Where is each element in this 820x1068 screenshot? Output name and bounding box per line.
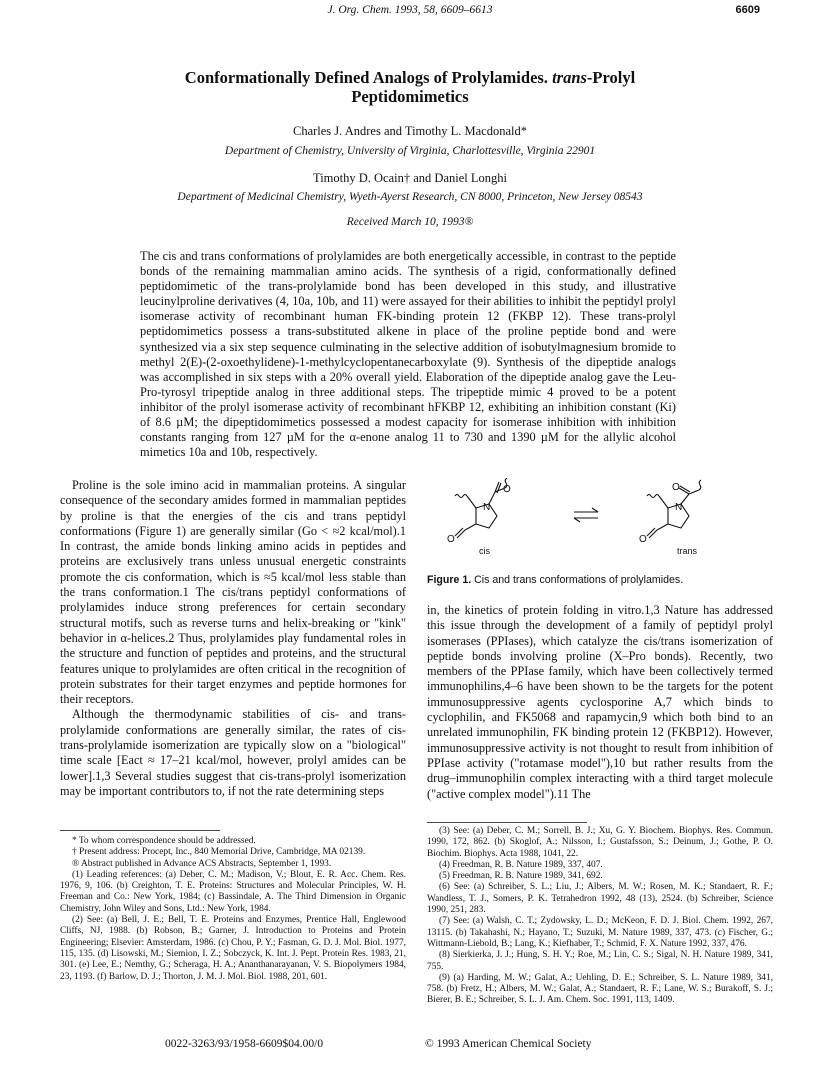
title-part-3: -Prolyl [586, 68, 636, 87]
author-group-1: Charles J. Andres and Timothy L. Macdonald* [292, 124, 527, 138]
atom-label: N [483, 502, 491, 513]
footnote: * To whom correspondence should be addressed. [72, 836, 256, 846]
abstract [140, 249, 676, 460]
atom-label: O [672, 482, 680, 493]
footnotes-left [60, 836, 406, 983]
article-code: 0022-3263/93/1958-6609$04.00/0 [165, 1038, 324, 1050]
title-part-1: Conformationally Defined Analogs of Prolylamides. [184, 68, 548, 87]
references-right [427, 826, 773, 1007]
page-number: 6609 [735, 4, 760, 16]
atom-label: O [447, 534, 455, 545]
trans-label: trans [677, 546, 698, 556]
atom-label: O [503, 484, 511, 495]
body-paragraph: Although the thermodynamic stabilities of cis- and trans-prolylamide conformations are generally similar, the rates of cis-trans-prolylamide isomerization are typically slow on a "biological" time scale [Eact ≈ 17–21 kcal/mol, however, prolyl amides can be lower].1,3 Several studies suggest that cis-trans-prolyl isomerization may be important contributors to, if not the rate determining steps [60, 707, 406, 798]
body-paragraph: Proline is the sole imino acid in mammalian proteins. A singular consequence of the secondary amides formed in mammalian peptides by proline is that the energies of the cis and trans peptidyl conformations (Figure 1) are generally similar (Go < ≈2 kcal/mol).1 In contrast, the amide bonds linking amino acids in peptides and proteins are exclusively trans unless unusual energetic constraints promote the cis conformation, which is ≈5 kcal/mol less stable than the trans conformation.1 The cis/trans peptidyl conformations of prolylamides induce strong preferences for certain secondary structural motifs, such as reverse turns and helix-breaking or "kink" behavior in α-helices.2 Thus, prolylamides play fundamental roles in the structure and function of peptides and proteins, and the structural features unique to prolylamides are often critical in the recognition of protein substrates for their target enzymes and peptide hormones for their receptors. [60, 478, 406, 707]
body-column-left [60, 478, 406, 799]
abstract-text: The cis and trans conformations of prolylamides are both energetically accessible, in contrast to the peptide bonds of the remaining mammalian amino acids. The synthesis of a rigid, conformationally defined peptidomimetic of the trans-prolylamide bond has been developed in this study, and illustrative leucinylproline derivatives (4, 10a, 10b, and 11) were assayed for their abilities to inhibit the peptidyl prolyl isomerase activity of recombinant human FK-binding protein 12 (FKBP 12). These trans-prolyl peptidomimetics possess a trans-substituted alkene in place of the proline peptide bond and were synthesized via a six step sequence culminating in the selective addition of isobutylmagnesium bromide to methyl 2(E)-(2-oxoethylidene)-1-methylcyclopentanecarboxylate (9). Synthesis of the dipeptide analogs was accomplished in six steps with a 20% overall yield. Elaboration of the dipeptide analog gave the Leu-Pro-tyrosyl tripeptide analog in three additional steps. The tripeptide mimic 4 proved to be a potent inhibitor of the prolyl isomerase activity of recombinant hFKBP 12, exhibiting an inhibition constant (Ki) of 8.6 µM; the dipeptidomimetics possessed a modest capacity for isomerase inhibition with inhibition constants ranging from 127 µM for the α-enone analog 11 to 730 and 1390 µM for the allylic alcohol mimetics 10a and 10b, respectively. [140, 249, 676, 460]
title-line-2: Peptidomimetics [351, 87, 469, 106]
figure-1 [427, 478, 773, 570]
author-group-2: Timothy D. Ocain† and Daniel Longhi [313, 171, 507, 185]
affiliation-1: Department of Chemistry, University of Virginia, Charlottesville, Virginia 22901 [224, 145, 596, 157]
title-part-2: trans [552, 68, 587, 87]
caption-text: Cis and trans conformations of prolylamides. [474, 574, 684, 586]
running-header [60, 4, 760, 20]
cis-wavy-bond [455, 495, 467, 498]
atom-label: O [639, 534, 647, 545]
reference: (6) See: (a) Schreiber, S. L.; Liu, J.; Albers, M. W.; Rosen, M. K.; Standaert, R. F.; Wandless, T. J., Somers, P. K. Tetrahedron 1992, 48 (13), 2524. (b) Schreiber, Science 1990, 251, 283. [427, 882, 773, 916]
reference: (5) Freedman, R. B. Nature 1989, 341, 692. [439, 871, 603, 882]
footnote-divider [60, 830, 220, 831]
reference: (7) See: (a) Walsh, C. T.; Zydowsky, L. D.; McKeon, F. D. J. Biol. Chem. 1992, 267, 13115. (b) Takahashi, N.; Hayano, T.; Suzuki, M. Nature 1989, 337, 473. (c) Fischer, G.; Wittmann-Liebold, B.; Lang, K.; Kiefhaber, T.; Schmid, F. X. Nature 1992, 337, 476. [427, 916, 773, 949]
body-column-right [427, 603, 773, 802]
cis-label: cis [479, 546, 490, 556]
footnote-divider [427, 822, 587, 823]
reference: (4) Freedman, R. B. Nature 1989, 337, 407. [439, 859, 603, 870]
copyright-notice: © 1993 American Chemical Society [425, 1038, 592, 1050]
atom-label: N [675, 502, 683, 513]
footnote: ® Abstract published in Advance ACS Abstracts, September 1, 1993. [72, 858, 332, 869]
prolylamide-structures-drawing [427, 478, 773, 570]
reference: (3) See: (a) Deber, C. M.; Sorrell, B. J.; Xu, G. Y. Biochem. Biophys. Res. Commun. 1990, 172, 862. (b) Skoglof, A.; Nilsson, I.; Gustafsson, S.; Deinum, J.; Gothe, P. O. Biochim. Biophys. Acta 1988, 1041, 22. [427, 826, 773, 859]
article-title [100, 68, 720, 106]
affiliation-2: Department of Medicinal Chemistry, Wyeth-Ayerst Research, CN 8000, Princeton, New Jersey 08543 [177, 191, 643, 203]
received-date: Received March 10, 1993® [346, 216, 474, 228]
trans-squiggle-end [699, 480, 701, 490]
trans-wavy-bond [647, 495, 659, 498]
figure-caption [427, 574, 773, 586]
journal-citation: J. Org. Chem. 1993, 58, 6609–6613 [327, 4, 493, 16]
reference: (9) (a) Harding, M. W.; Galat, A.; Uehling, D. E.; Schreiber, S. L. Nature 1989, 341, 758. (b) Fretz, H.; Albers, M. W.; Galat, A.; Standaert, R. F.; Lane, W. S.; Burakoff, S. J.; Bierer, B. E.; Schreiber, S. L. J. Am. Chem. Soc. 1991, 113, 1409. [427, 972, 773, 1006]
footnote: † Present address: Procept, Inc., 840 Memorial Drive, Cambridge, MA 02139. [72, 847, 366, 858]
body-paragraph: in, the kinetics of protein folding in vitro.1,3 Nature has addressed this issue through the development of a family of peptidyl prolyl isomerases (PPIases), which catalyze the cis/trans isomerization of peptide bonds involving proline (X–Pro bonds). Recently, two members of the PPIase family, which have been collectively termed immunophilins,4–6 have been shown to be the targets for the potent immunosuppressive agents cyclosporine A,7 which binds to cyclophilin, and FK5068 and rapamycin,9 which both bind to an unrelated immunophilin, FK binding protein 12 (FKBP12). However, immunosuppressive activity is not thought to result from inhibition of PPIase activity ("rotamase model"),10 but rather results from the drug–immunophilin complex interacting with a third target molecule ("active complex model").11 The [427, 603, 773, 801]
reference: (2) See: (a) Bell, J. E.; Bell, T. E. Proteins and Enzymes, Prentice Hall, Englewood Cliffs, NJ, 1988. (b) Robson, B.; Garner, J. Introduction to Proteins and Protein Engineering; Elsevier: Amsterdam, 1986. (c) Chou, P. Y.; Fasman, G. D. J. Mol. Biol. 1977, 115, 135. (d) Lisowski, M.; Siemion, I. Z.; Sobczyck, K. Int. J. Pept. Protein Res. 1983, 21, 301. (e) Lee, E.; Nemthy, G.; Scheraga, H. A.; Ananthanarayanan, V. S. Biopolymers 1984, 23, 1193. (f) Barlow, D. J.; Thorton, J. M. J. Mol. Biol. 1988, 201, 601. [60, 915, 406, 982]
reference: (8) Sierkierka, J. J.; Hung, S. H. Y.; Roe, M.; Lin, C. S.; Sigal, N. H. Nature 1989, 341, 755. [427, 950, 773, 972]
caption-label: Figure 1. [427, 574, 472, 586]
reference: (1) Leading references: (a) Deber, C. M.; Madison, V.; Blout, E. R. Acc. Chem. Res. 1976, 9, 106. (b) Creighton, T. E. Proteins: Structures and Molecular Principles, W. H. Freeman and Co.: New York, 1984; (c) Bassindale, A. The Third Dimension in Organic Chemistry, John Wiley and Sons, Ltd.: New York, 1984. [60, 869, 406, 914]
